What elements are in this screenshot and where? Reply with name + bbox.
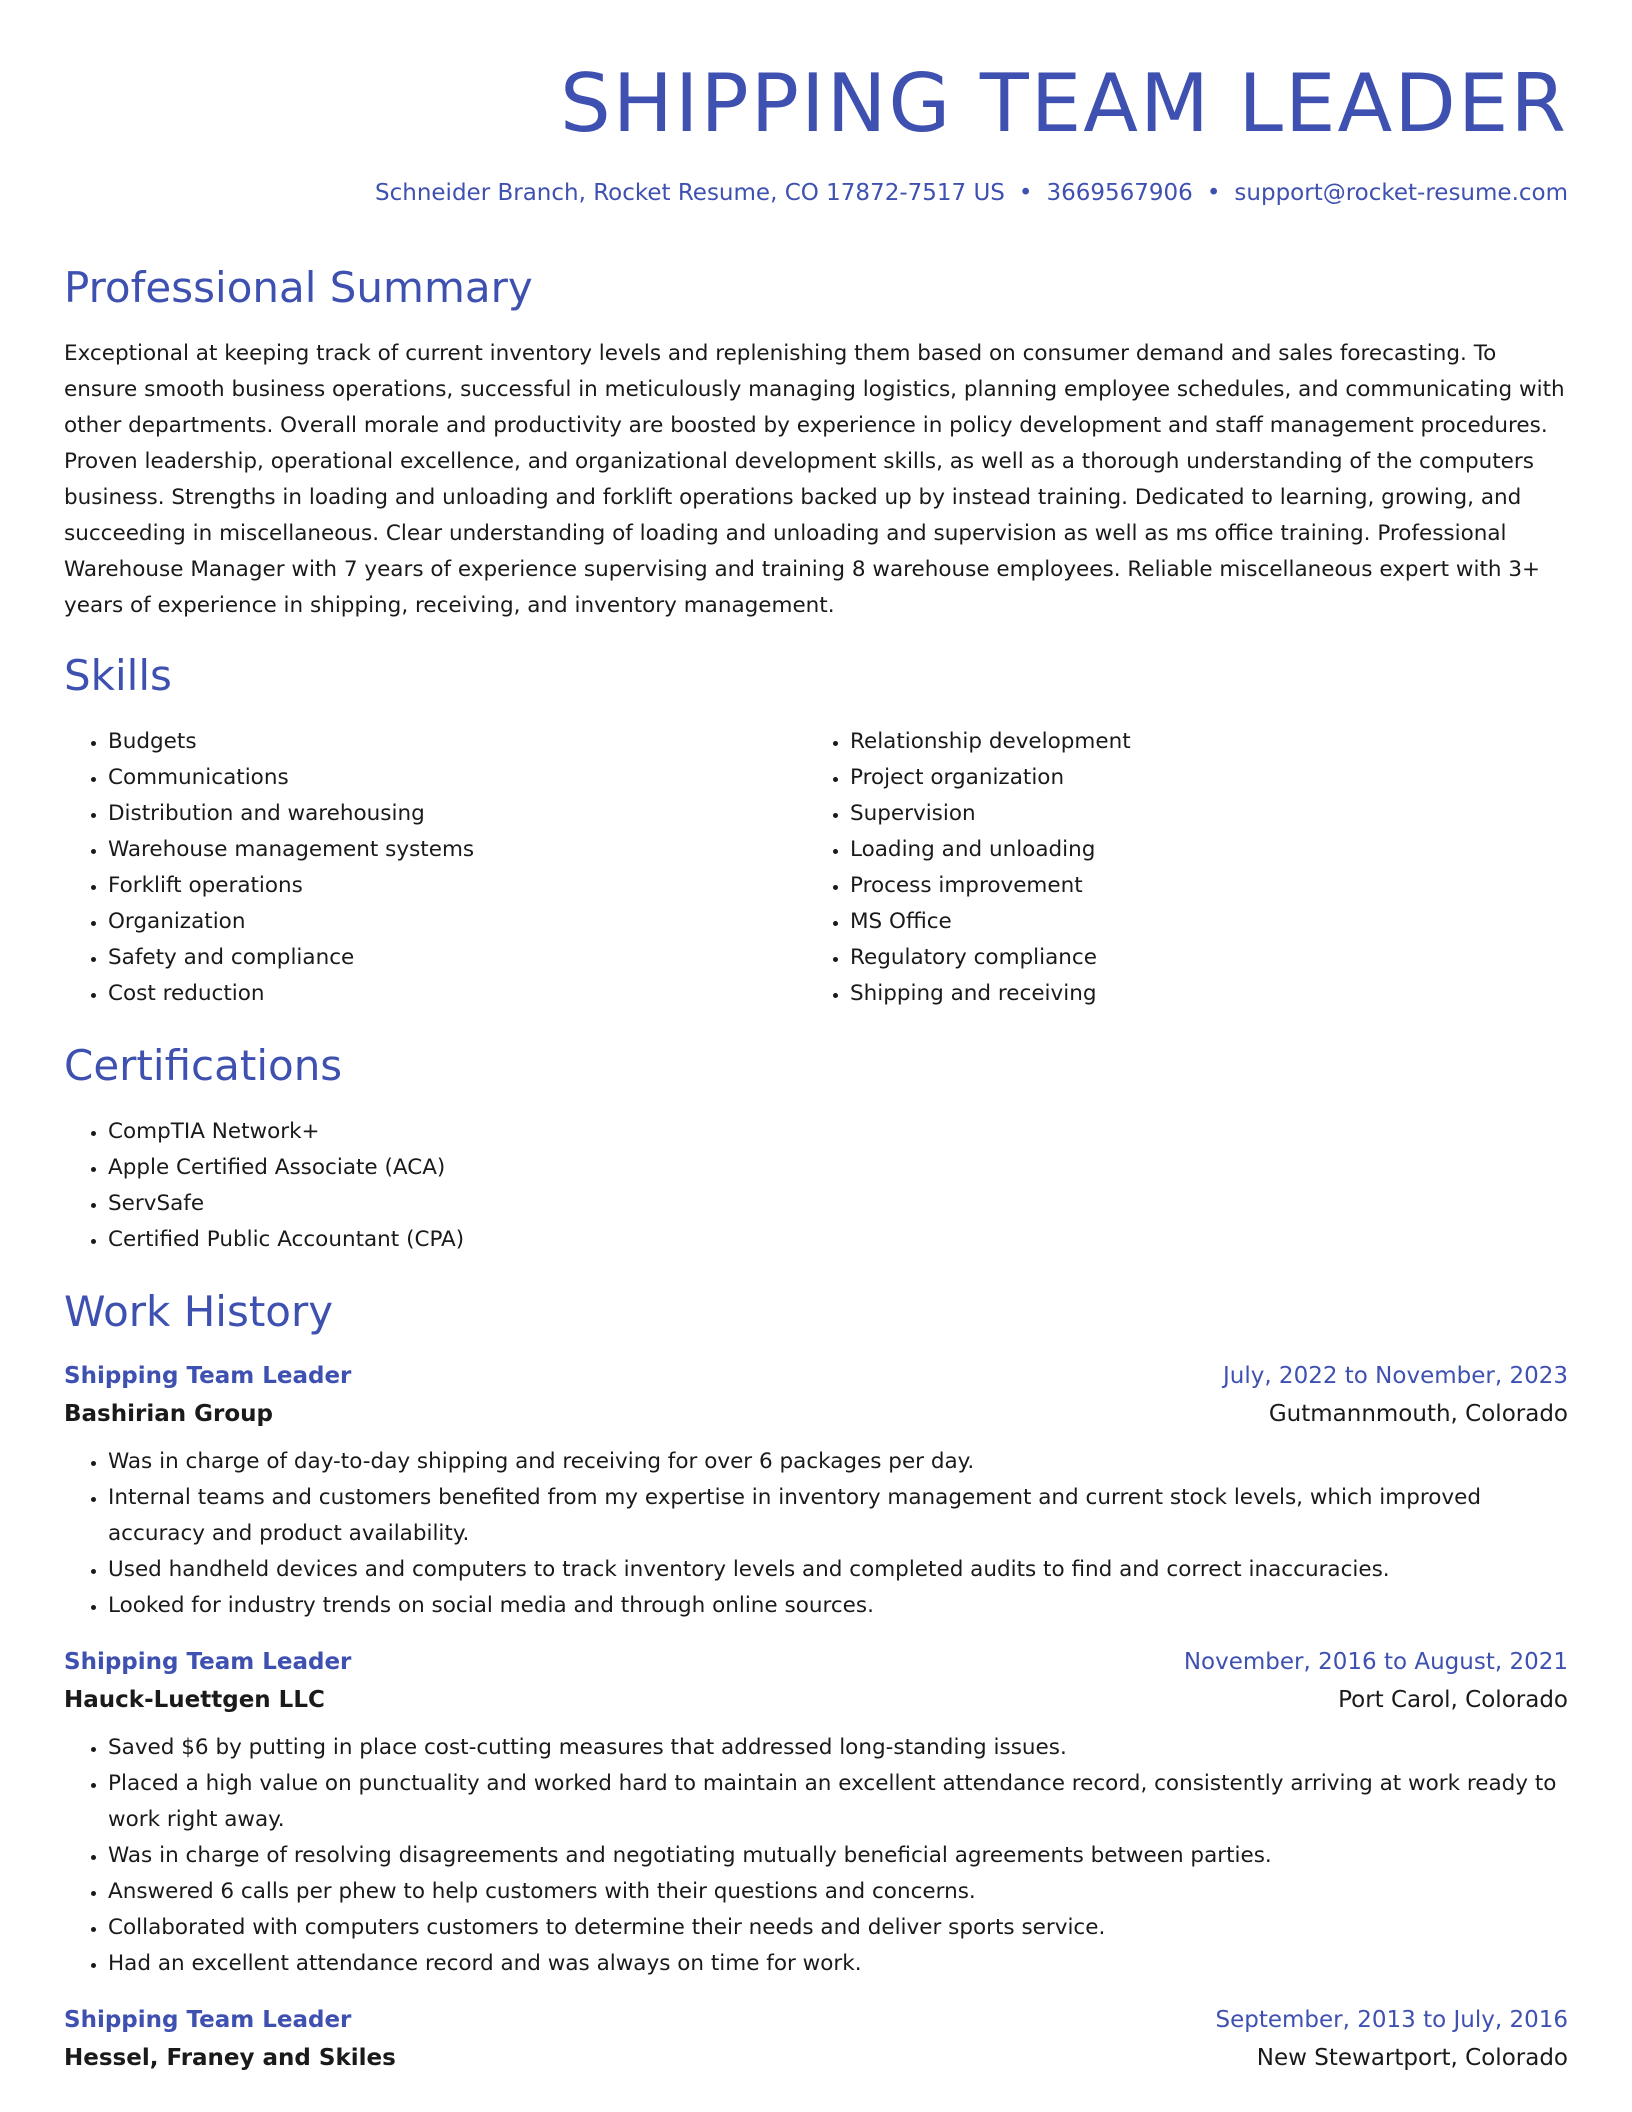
skill-item: • Distribution and warehousing bbox=[108, 796, 806, 832]
contact-separator: • bbox=[1206, 180, 1221, 206]
job-entry bbox=[64, 2002, 1568, 2078]
certifications-section bbox=[64, 1040, 1568, 1258]
contact-separator: • bbox=[1018, 180, 1033, 206]
job-location: Gutmannmouth, Colorado bbox=[1268, 1401, 1568, 1427]
job-bullet: • Used handheld devices and computers to track inventory levels and completed audits to find and correct inaccuracies. bbox=[108, 1552, 1568, 1588]
resume-title: SHIPPING TEAM LEADER bbox=[559, 57, 1568, 150]
skills-heading: Skills bbox=[64, 651, 172, 700]
contact-email: support@rocket-resume.com bbox=[1234, 180, 1568, 206]
work-history-heading: Work History bbox=[64, 1287, 334, 1336]
skills-column-right bbox=[806, 724, 1548, 1012]
job-dates: July, 2022 to November, 2023 bbox=[1222, 1363, 1568, 1389]
work-history-section bbox=[64, 1286, 1568, 2078]
job-bullet: • Had an excellent attendance record and was always on time for work. bbox=[108, 1946, 1568, 1982]
certification-item: • Apple Certified Associate (ACA) bbox=[108, 1150, 1568, 1186]
job-title: Shipping Team Leader bbox=[64, 2007, 352, 2033]
job-bullet: • Collaborated with computers customers to determine their needs and deliver sports service. bbox=[108, 1910, 1568, 1946]
certification-item: • ServSafe bbox=[108, 1186, 1568, 1222]
skill-item: • Supervision bbox=[850, 796, 1548, 832]
skills-section bbox=[64, 650, 1568, 1012]
job-location: Port Carol, Colorado bbox=[1338, 1687, 1568, 1713]
skill-item: • Loading and unloading bbox=[850, 832, 1548, 868]
job-company-row bbox=[64, 1394, 1568, 1434]
job-bullets bbox=[64, 1444, 1568, 1624]
job-company-row bbox=[64, 2038, 1568, 2078]
job-bullet: • Was in charge of resolving disagreements and negotiating mutually beneficial agreements between parties. bbox=[108, 1838, 1568, 1874]
certifications-list bbox=[64, 1114, 1568, 1258]
job-company: Bashirian Group bbox=[64, 1401, 273, 1427]
skill-item: • Warehouse management systems bbox=[108, 832, 806, 868]
job-bullet: • Answered 6 calls per phew to help customers with their questions and concerns. bbox=[108, 1874, 1568, 1910]
skill-item: • Regulatory compliance bbox=[850, 940, 1548, 976]
job-dates: November, 2016 to August, 2021 bbox=[1183, 1649, 1568, 1675]
contact-phone: 3669567906 bbox=[1046, 180, 1193, 206]
skill-item: • Organization bbox=[108, 904, 806, 940]
job-company: Hauck-Luettgen LLC bbox=[64, 1687, 325, 1713]
skill-item: • Forklift operations bbox=[108, 868, 806, 904]
job-company: Hessel, Franey and Skiles bbox=[64, 2045, 396, 2071]
skill-item: • Process improvement bbox=[850, 868, 1548, 904]
job-location: New Stewartport, Colorado bbox=[1256, 2045, 1568, 2071]
skills-grid bbox=[64, 724, 1568, 1012]
skill-item: • MS Office bbox=[850, 904, 1548, 940]
skill-item: • Shipping and receiving bbox=[850, 976, 1548, 1012]
skill-item: • Communications bbox=[108, 760, 806, 796]
certification-item: • CompTIA Network+ bbox=[108, 1114, 1568, 1150]
skills-list-left bbox=[64, 724, 806, 1012]
job-company-row bbox=[64, 1680, 1568, 1720]
job-entry bbox=[64, 1644, 1568, 1982]
summary-section bbox=[64, 262, 1568, 646]
skill-item: • Safety and compliance bbox=[108, 940, 806, 976]
job-title: Shipping Team Leader bbox=[64, 1649, 352, 1675]
job-header-row bbox=[64, 2002, 1568, 2038]
skills-list-right bbox=[806, 724, 1548, 1012]
job-dates: September, 2013 to July, 2016 bbox=[1215, 2007, 1568, 2033]
contact-line bbox=[375, 180, 1568, 206]
job-bullet: • Placed a high value on punctuality and worked hard to maintain an excellent attendance record, consistently arriving at work ready to work right away. bbox=[108, 1766, 1568, 1838]
summary-text: Exceptional at keeping track of current inventory levels and replenishing them based on consumer demand and sales forecasting. To ensure smooth business operations, successful in meticulously managing logistics, planning employee schedules, and communicating with other departments. Overall morale and productivity are boosted by experience in policy development and staff management procedures. Proven leadership, operational excellence, and organizational development skills, as well as a thorough understanding of the computers business. Strengths in loading and unloading and forklift operations backed up by instead training. Dedicated to learning, growing, and succeeding in miscellaneous. Clear understanding of loading and unloading and supervision as well as ms office training. Professional Warehouse Manager with 7 years of experience supervising and training 8 warehouse employees. Reliable miscellaneous expert with 3+ years of experience in shipping, receiving, and inventory management. bbox=[64, 341, 1565, 618]
skill-item: • Cost reduction bbox=[108, 976, 806, 1012]
job-entry bbox=[64, 1358, 1568, 1624]
job-header-row bbox=[64, 1644, 1568, 1680]
job-bullets bbox=[64, 1730, 1568, 1982]
job-bullet: • Internal teams and customers benefited from my expertise in inventory management and current stock levels, which improved accuracy and product availability. bbox=[108, 1480, 1568, 1552]
skills-column-left bbox=[64, 724, 806, 1012]
certifications-heading: Certifications bbox=[64, 1041, 343, 1090]
summary-heading: Professional Summary bbox=[64, 263, 533, 312]
certification-item: • Certified Public Accountant (CPA) bbox=[108, 1222, 1568, 1258]
skill-item: • Relationship development bbox=[850, 724, 1548, 760]
job-header-row bbox=[64, 1358, 1568, 1394]
job-bullet: • Saved $6 by putting in place cost-cutting measures that addressed long-standing issues. bbox=[108, 1730, 1568, 1766]
skill-item: • Project organization bbox=[850, 760, 1548, 796]
job-title: Shipping Team Leader bbox=[64, 1363, 352, 1389]
job-bullet: • Looked for industry trends on social media and through online sources. bbox=[108, 1588, 1568, 1624]
skill-item: • Budgets bbox=[108, 724, 806, 760]
contact-address: Schneider Branch, Rocket Resume, CO 17872-7517 US bbox=[375, 180, 1005, 206]
job-bullet: • Was in charge of day-to-day shipping and receiving for over 6 packages per day. bbox=[108, 1444, 1568, 1480]
